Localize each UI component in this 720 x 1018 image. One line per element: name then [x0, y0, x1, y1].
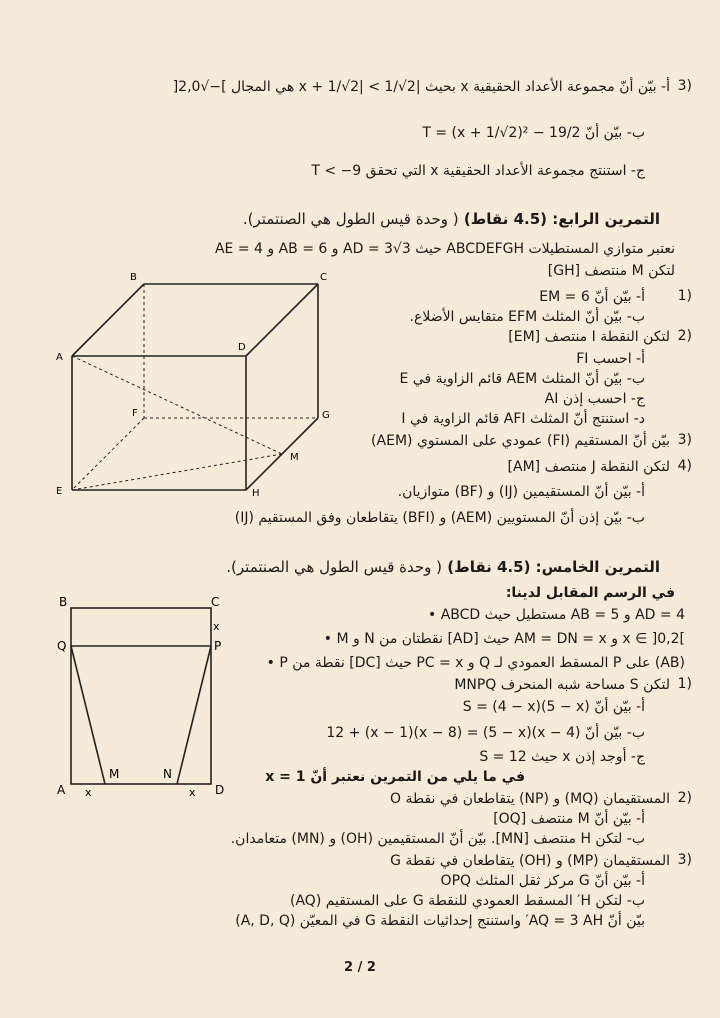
ex5-q1a: أ- بيّن أنّ S = (4 − x)(5 − x) — [462, 699, 645, 715]
ex5-bullet-3-text: P نقطة من [DC] حيث PC = x و Q المسقط العمودي لـ P على (AB) — [279, 655, 685, 671]
vertex-label-f: F — [132, 408, 138, 419]
ex5-q1c: ج- أوجد إذن x حيث S = 12 — [479, 749, 645, 765]
page-number: 2 / 2 — [344, 960, 376, 975]
vertex-label-c: C — [211, 595, 220, 609]
segment-label-x: x — [85, 786, 92, 799]
item-number: 2) — [677, 328, 692, 344]
ex5-note: في ما يلي من التمرين نعتبر أنّ x = 1 — [265, 769, 525, 785]
segment-label-x: x — [189, 786, 196, 799]
vertex-label-d: D — [215, 783, 225, 797]
ex4-q2a: أ- احسب FI — [576, 351, 645, 367]
vertex-label-h: H — [252, 488, 260, 498]
ex4-q3: بيّن أنّ المستقيم (FI) عمودي على المستوي (AEM) — [371, 433, 670, 449]
ex5-q3b: ب- لتكن H′ المسقط العمودي للنقطة G على المستقيم (AQ) — [289, 893, 645, 909]
ex5-unit: ( وحدة قيس الطول هي الصنتمتر). — [226, 558, 443, 576]
vertex-label-n: N — [163, 767, 172, 781]
ex5-q3c: بيّن أنّ AQ = 3 AH′ واستنتج إحداثيات النقطة G في المعيّن (A, D, Q) — [235, 913, 645, 929]
ex5-q1: لتكن S مساحة شبه المنحرف MNPQ — [454, 677, 670, 693]
ex4-q4: لتكن النقطة J منتصف [AM] — [507, 459, 670, 475]
ex5-bullet-3: • P نقطة من [DC] حيث PC = x و Q المسقط العمودي لـ P على (AB) — [266, 655, 685, 671]
rectangle-figure — [55, 592, 235, 804]
item-number: 4) — [677, 458, 692, 474]
ex4-q2c: ج- احسب إذن AI — [544, 391, 645, 407]
ex3-question-b: ب- بيّن أنّ T = (x + 1/√2)² − 19/2 — [422, 125, 645, 141]
ex5-q3a: أ- بيّن أنّ G مركز ثقل المثلث OPQ — [440, 873, 645, 889]
vertex-label-e: E — [56, 486, 63, 497]
cuboid-figure — [50, 268, 330, 498]
ex5-q2b: ب- لتكن H منتصف [MN]. بيّن أنّ المستقيمين (OH) و (MN) متعامدان. — [230, 831, 645, 847]
ex5-bullet-2-text: M و N نقطتان من [AD] حيث AM = DN = x و x ∈ ]0,2[ — [336, 631, 685, 647]
ex4-q4a: أ- بيّن أنّ المستقيمين (IJ) و (BF) متوازيان. — [397, 484, 645, 500]
ex4-q1b: ب- بيّن أنّ المثلث EFM متقايس الأضلاع. — [409, 309, 645, 325]
item-number: 3) — [677, 78, 692, 94]
ex4-title-text: التمرين الرابع: (4.5 نقاط) — [463, 210, 660, 228]
ex4-unit: ( وحدة قيس الطول هي الصنتمتر). — [242, 210, 459, 228]
item-number: 3) — [677, 852, 692, 868]
ex5-bullet-1-text: ABCD مستطيل حيث AB = 5 و AD = 4 — [440, 607, 685, 623]
ex5-q1b: ب- بيّن أنّ (4 − x)(5 − x) = 12 + (x − 1)(x − 8) — [326, 725, 645, 741]
ex4-q2d: د- استنتج أنّ المثلث AFI قائم الزاوية في I — [401, 411, 645, 427]
vertex-label-m: M — [109, 767, 120, 781]
ex3-question-a: أ- بيّن أنّ مجموعة الأعداد الحقيقية x بحيث |x + 1/√2| < 1/√2 هي المجال ]−√2,0[ — [172, 79, 670, 95]
ex4-m-definition: لتكن M منتصف [GH] — [547, 263, 675, 279]
ex5-q3: المستقيمان (MP) و (OH) يتقاطعان في نقطة G — [390, 853, 670, 869]
vertex-label-a: A — [56, 352, 63, 363]
item-number: 1) — [677, 288, 692, 304]
vertex-label-b: B — [130, 272, 137, 283]
ex5-title-text: التمرين الخامس: (4.5 نقاط) — [447, 558, 660, 576]
ex4-intro: نعتبر متوازي المستطيلات ABCDEFGH حيث AD = 3√3 و AB = 6 و AE = 4 — [214, 241, 675, 257]
ex3-question-c: ج- استنتج مجموعة الأعداد الحقيقية x التي تحقق T < −9 — [311, 163, 645, 179]
vertex-label-d: D — [238, 342, 246, 353]
ex4-title — [243, 210, 660, 228]
ex5-bullet-1: • ABCD مستطيل حيث AB = 5 و AD = 4 — [427, 607, 685, 623]
ex4-q4b: ب- بيّن إذن أنّ المستويين (AEM) و (BFI) يتقاطعان وفق المستقيم (IJ) — [234, 510, 645, 526]
vertex-label-a: A — [57, 783, 66, 797]
ex4-q2: لتكن النقطة I منتصف [EM] — [508, 329, 670, 345]
ex5-q2a: أ- بيّن أنّ M منتصف [OQ] — [493, 811, 645, 827]
ex5-title — [226, 558, 660, 576]
vertex-label-p: P — [214, 639, 222, 653]
item-number: 3) — [677, 432, 692, 448]
ex5-given: في الرسم المقابل لدينا: — [505, 585, 675, 601]
ex5-q2: المستقيمان (MQ) و (NP) يتقاطعان في نقطة O — [390, 791, 670, 807]
item-number: 2) — [677, 790, 692, 806]
vertex-label-b: B — [59, 595, 68, 609]
segment-label-x: x — [213, 620, 220, 633]
ex5-bullet-2: • M و N نقطتان من [AD] حيث AM = DN = x و x ∈ ]0,2[ — [323, 631, 685, 647]
ex4-q2b: ب- بيّن أنّ المثلث AEM قائم الزاوية في E — [399, 371, 645, 387]
item-number: 1) — [677, 676, 692, 692]
vertex-label-g: G — [322, 410, 330, 421]
ex4-q1a: أ- بيّن أنّ EM = 6 — [539, 289, 645, 305]
vertex-label-c: C — [320, 272, 327, 283]
vertex-label-q: Q — [57, 639, 67, 653]
vertex-label-m: M — [290, 452, 299, 463]
